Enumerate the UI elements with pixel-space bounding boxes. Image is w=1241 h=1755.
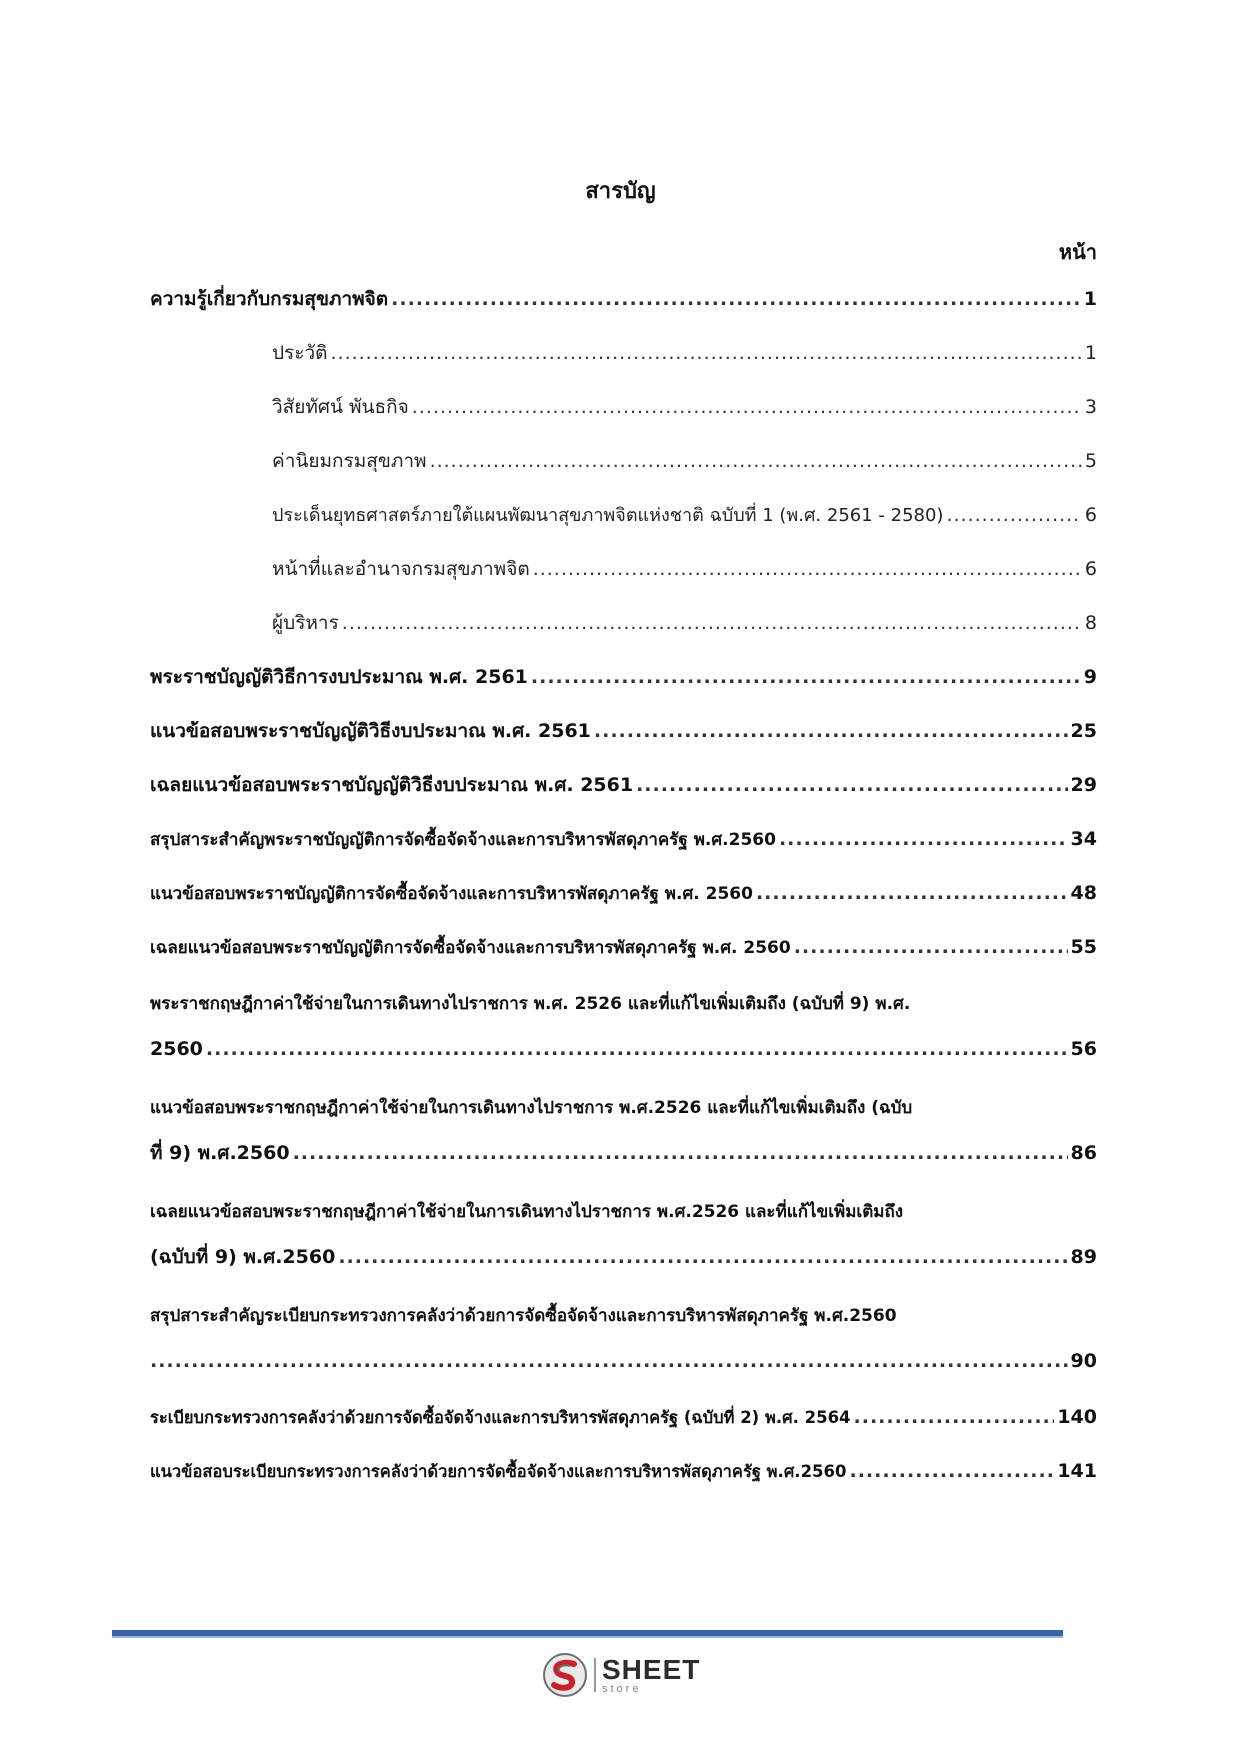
toc-entry[interactable] <box>272 500 1097 554</box>
toc-entry-page: 3 <box>1084 396 1097 418</box>
toc-entry-page: 90 <box>1070 1350 1097 1372</box>
toc-entry-page: 6 <box>1084 504 1097 526</box>
toc-entry[interactable] <box>150 1298 1097 1402</box>
dot-leader <box>531 662 1081 692</box>
toc-entry-page: 140 <box>1057 1406 1097 1428</box>
toc-entry-title: แนวข้อสอบพระราชบัญญัติวิธีงบประมาณ พ.ศ. 2561 <box>150 720 591 742</box>
dot-leader <box>756 878 1068 908</box>
toc-entry[interactable] <box>150 284 1097 338</box>
toc-entry-page: 8 <box>1084 612 1097 634</box>
toc-entry-title: ระเบียบกระทรวงการคลังว่าด้วยการจัดซื้อจัดจ้างและการบริหารพัสดุภาครัฐ (ฉบับที่ 2) พ.ศ. 2564 <box>150 1408 851 1427</box>
toc-entry-title: แนวข้อสอบพระราชกฤษฎีกาค่าใช้จ่ายในการเดินทางไปราชการ พ.ศ.2526 และที่แก้ไขเพิ่มเติมถึง (ฉบับ <box>150 1098 913 1118</box>
toc-entry[interactable] <box>150 1402 1097 1456</box>
toc-entry-title: เฉลยแนวข้อสอบพระราชบัญญัติวิธีงบประมาณ พ.ศ. 2561 <box>150 774 634 796</box>
page-title: สารบัญ <box>585 179 656 204</box>
dot-leader <box>342 608 1082 638</box>
toc-entry[interactable] <box>272 446 1097 500</box>
dot-leader <box>533 554 1082 584</box>
dot-leader <box>206 1034 1068 1064</box>
toc-entry[interactable] <box>150 1090 1097 1194</box>
toc-entry-page: 6 <box>1084 558 1097 580</box>
toc-entry[interactable] <box>150 770 1097 824</box>
dot-leader <box>779 824 1068 854</box>
toc-entry[interactable] <box>272 554 1097 608</box>
toc-entry-title-cont: 2560 <box>150 1038 203 1060</box>
toc-entry-title: วิสัยทัศน์ พันธกิจ <box>272 396 409 418</box>
toc-entry-page: 5 <box>1084 450 1097 472</box>
footer-divider <box>112 1630 1063 1636</box>
toc-entry-page: 25 <box>1070 720 1097 742</box>
toc-entry[interactable] <box>272 338 1097 392</box>
sheet-store-logo <box>542 1652 700 1698</box>
toc-entry-title: เฉลยแนวข้อสอบพระราชบัญญัติการจัดซื้อจัดจ้างและการบริหารพัสดุภาครัฐ พ.ศ. 2560 <box>150 938 791 958</box>
dot-leader <box>412 392 1082 422</box>
dot-leader <box>330 338 1081 368</box>
toc-entry-title: ผู้บริหาร <box>272 612 339 634</box>
dot-leader <box>391 284 1081 314</box>
dot-leader <box>430 446 1082 476</box>
toc-entry-page: 86 <box>1070 1142 1097 1164</box>
toc-entry-title-cont: (ฉบับที่ 9) พ.ศ.2560 <box>150 1246 336 1268</box>
toc-entry-title: หน้าที่และอำนาจกรมสุขภาพจิต <box>272 558 530 580</box>
toc-entry-title: แนวข้อสอบพระราชบัญญัติการจัดซื้อจัดจ้างและการบริหารพัสดุภาครัฐ พ.ศ. 2560 <box>150 884 753 904</box>
toc-entry[interactable] <box>150 878 1097 932</box>
toc-entry-title: ประเด็นยุทธศาสตร์ภายใต้แผนพัฒนาสุขภาพจิตแห่งชาติ ฉบับที่ 1 (พ.ศ. 2561 - 2580) <box>272 505 944 526</box>
toc-entry-page: 89 <box>1070 1246 1097 1268</box>
toc-entry-page: 1 <box>1084 342 1097 364</box>
page-number-column-header: หน้า <box>1058 240 1097 264</box>
toc-entry[interactable] <box>272 608 1097 662</box>
toc-entry-page: 29 <box>1070 774 1097 796</box>
table-of-contents <box>150 284 1097 1510</box>
toc-entry[interactable] <box>272 392 1097 446</box>
toc-entry[interactable] <box>150 1194 1097 1298</box>
toc-entry-page: 55 <box>1070 936 1097 958</box>
logo-separator <box>594 1658 596 1692</box>
toc-entry[interactable] <box>150 716 1097 770</box>
dot-leader <box>946 500 1081 530</box>
toc-entry-title: สรุปสาระสำคัญระเบียบกระทรวงการคลังว่าด้วยการจัดซื้อจัดจ้างและการบริหารพัสดุภาครัฐ พ.ศ.2560 <box>150 1306 897 1326</box>
toc-entry-page: 1 <box>1083 288 1097 310</box>
toc-entry-title: ความรู้เกี่ยวกับกรมสุขภาพจิต <box>150 288 389 310</box>
toc-entry[interactable] <box>150 824 1097 878</box>
logo-text <box>602 1653 701 1695</box>
toc-entry[interactable] <box>150 1456 1097 1510</box>
dot-leader <box>636 770 1067 800</box>
toc-entry-page: 34 <box>1070 828 1097 850</box>
toc-entry[interactable] <box>150 662 1097 716</box>
toc-entry-title: พระราชบัญญัติวิธีการงบประมาณ พ.ศ. 2561 <box>150 666 528 688</box>
toc-entry-title-cont: ที่ 9) พ.ศ.2560 <box>150 1142 290 1164</box>
sheet-store-logo-icon <box>542 1652 588 1698</box>
dot-leader <box>850 1456 1055 1486</box>
dot-leader <box>594 716 1068 746</box>
dot-leader <box>794 932 1068 962</box>
dot-leader <box>150 1346 1068 1376</box>
toc-entry-page: 9 <box>1083 666 1097 688</box>
toc-entry[interactable] <box>150 986 1097 1090</box>
toc-entry-title: ค่านิยมกรมสุขภาพ <box>272 450 427 472</box>
logo-subtitle: store <box>602 1682 642 1695</box>
toc-entry-title: พระราชกฤษฎีกาค่าใช้จ่ายในการเดินทางไปราชการ พ.ศ. 2526 และที่แก้ไขเพิ่มเติมถึง (ฉบับที่ 9) พ.ศ. <box>150 994 911 1014</box>
toc-entry-title: สรุปสาระสำคัญพระราชบัญญัติการจัดซื้อจัดจ้างและการบริหารพัสดุภาครัฐ พ.ศ.2560 <box>150 830 776 850</box>
toc-entry[interactable] <box>150 932 1097 986</box>
dot-leader <box>293 1138 1068 1168</box>
logo-word: SHEET <box>602 1653 701 1685</box>
toc-entry-page: 141 <box>1057 1460 1097 1482</box>
toc-entry-title: แนวข้อสอบระเบียบกระทรวงการคลังว่าด้วยการจัดซื้อจัดจ้างและการบริหารพัสดุภาครัฐ พ.ศ.2560 <box>150 1462 847 1481</box>
toc-entry-page: 48 <box>1070 882 1097 904</box>
toc-entry-title: เฉลยแนวข้อสอบพระราชกฤษฎีกาค่าใช้จ่ายในการเดินทางไปราชการ พ.ศ.2526 และที่แก้ไขเพิ่มเติมถึง <box>150 1202 904 1222</box>
toc-entry-page: 56 <box>1070 1038 1097 1060</box>
toc-entry-title: ประวัติ <box>272 342 328 364</box>
dot-leader <box>854 1402 1055 1432</box>
dot-leader <box>338 1242 1067 1272</box>
